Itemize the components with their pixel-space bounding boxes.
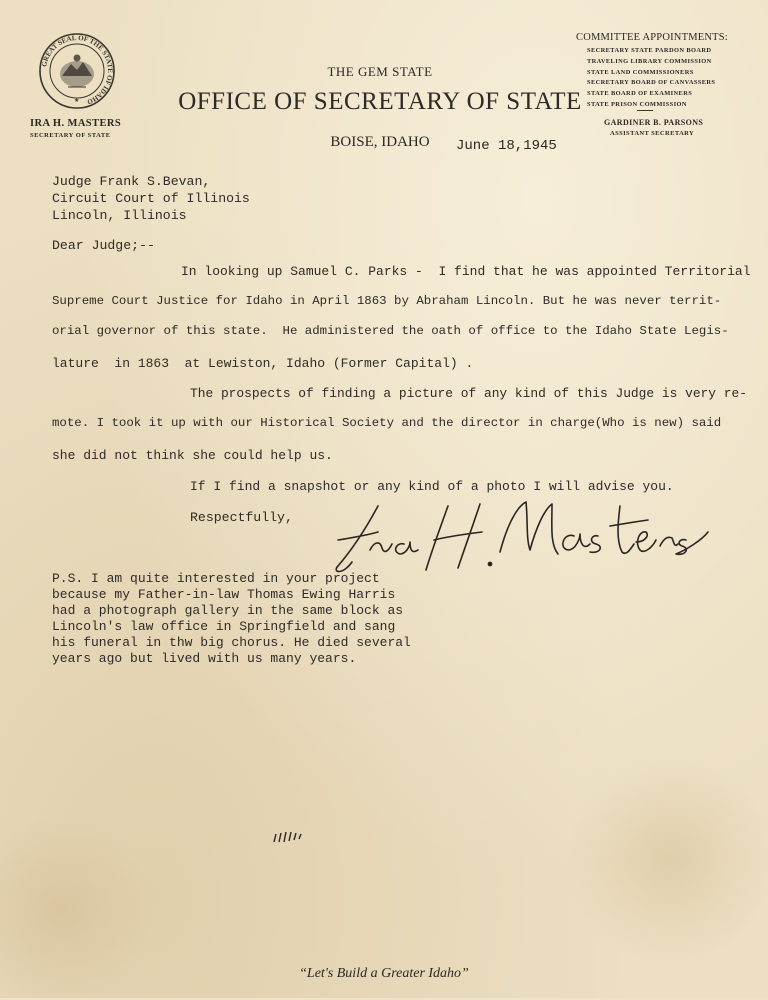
committee-item: SECRETARY BOARD OF CANVASSERS (587, 79, 716, 87)
body-line: Supreme Court Justice for Idaho in April 1863 by Abraham Lincoln. But he was never territ- (52, 294, 722, 308)
secretary-name: IRA H. MASTERS (30, 118, 122, 129)
body-line: mote. I took it up with our Historical Society and the director in charge(Who is new) said (52, 416, 722, 430)
letterhead-tagline: THE GEM STATE (327, 64, 433, 79)
address-line: Lincoln, Illinois (52, 208, 187, 223)
footer-motto: “Let's Build a Greater Idaho” (299, 966, 469, 981)
svg-text:★: ★ (74, 98, 80, 104)
postscript-line: P.S. I am quite interested in your project (52, 571, 380, 586)
closing: Respectfully, (190, 510, 293, 525)
ink-mark (270, 828, 304, 846)
letterhead-office: OFFICE OF SECRETARY OF STATE (178, 88, 582, 115)
postscript-line: because my Father-in-law Thomas Ewing Harris (52, 587, 396, 602)
assistant-title: ASSISTANT SECRETARY (610, 130, 695, 137)
letterhead-city: BOISE, IDAHO (330, 134, 430, 150)
body-line: The prospects of finding a picture of any kind of this Judge is very re- (190, 386, 747, 401)
address-line: Judge Frank S.Bevan, (52, 174, 211, 189)
postscript-line: had a photograph gallery in the same block as (52, 603, 404, 618)
body-line: she did not think she could help us. (52, 448, 333, 463)
postscript-line: his funeral in thw big chorus. He died several (52, 635, 411, 650)
committee-list (587, 46, 715, 111)
committee-item: TRAVELING LIBRARY COMMISSION (587, 57, 712, 65)
postscript-line: years ago but lived with us many years. (52, 651, 357, 666)
secretary-title: SECRETARY OF STATE (30, 132, 111, 139)
body-line: If I find a snapshot or any kind of a photo I will advise you. (190, 479, 674, 494)
state-seal-icon (38, 32, 116, 110)
postscript-line: Lincoln's law office in Springfield and sang (52, 619, 396, 634)
address-line: Circuit Court of Illinois (52, 191, 250, 206)
seal-text: GREAT SEAL OF THE STATE OF IDAHO (40, 33, 115, 107)
committee-item: STATE LAND COMMISSIONERS (587, 68, 694, 76)
salutation: Dear Judge;-- (52, 238, 155, 253)
committee-item: STATE BOARD OF EXAMINERS (587, 90, 693, 98)
body-line: orial governor of this state. He administered the oath of office to the Idaho State Legis- (52, 324, 729, 338)
paper-stain (560, 760, 768, 960)
committee-heading: COMMITTEE APPOINTMENTS: (576, 32, 728, 43)
committee-item: SECRETARY STATE PARDON BOARD (587, 47, 712, 54)
divider (637, 110, 653, 111)
handwritten-signature (330, 492, 710, 582)
body-line: In looking up Samuel C. Parks - I find that he was appointed Territorial (181, 264, 751, 279)
letter-date: June 18,1945 (456, 138, 557, 154)
assistant-name: GARDINER B. PARSONS (604, 118, 704, 127)
body-line: lature in 1863 at Lewiston, Idaho (Former Capital) . (52, 356, 474, 371)
committee-item: STATE PRISON COMMISSION (587, 100, 687, 108)
